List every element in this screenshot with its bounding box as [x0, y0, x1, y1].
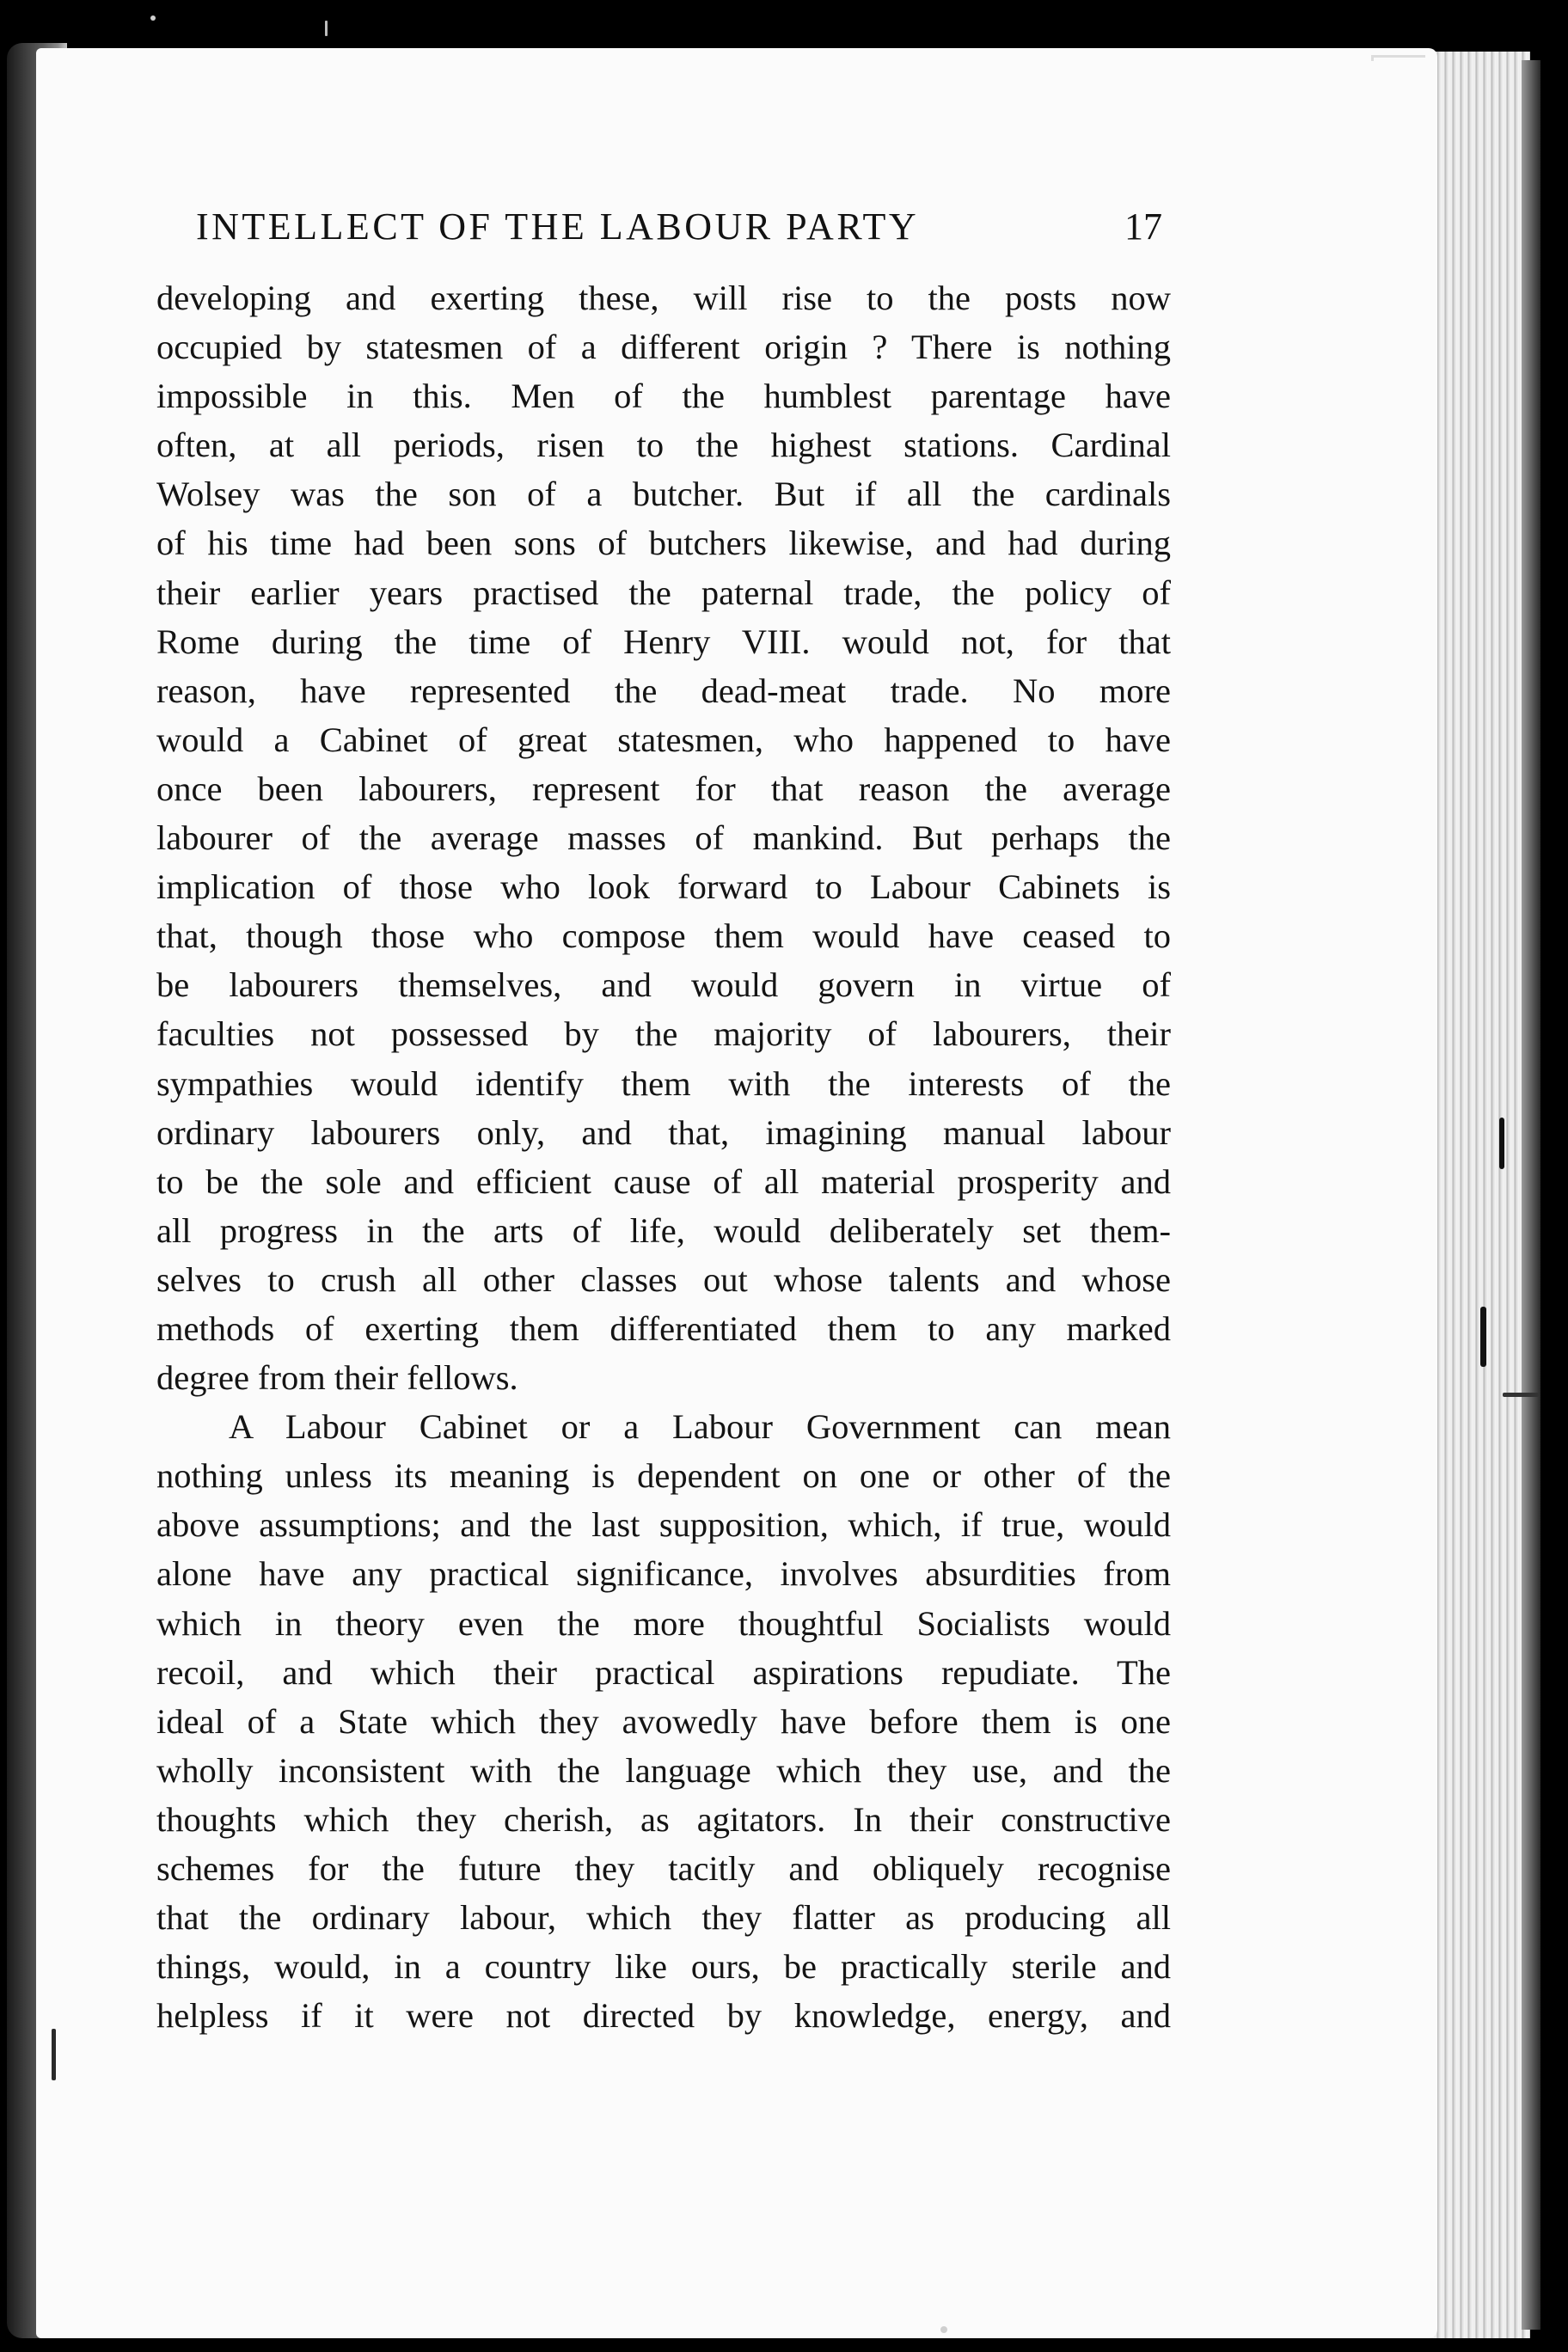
text-line: wholly inconsistent with the language which they use, and the [156, 1750, 1171, 1790]
text-line: alone have any practical significance, involves absurdities from [156, 1554, 1171, 1594]
scan-corner-mark [1371, 55, 1425, 61]
text-line: helpless if it were not directed by knowledge, energy, and [156, 1996, 1171, 2036]
text-line: faculties not possessed by the majority of labourers, their [156, 1014, 1171, 1054]
text-line: impossible in this. Men of the humblest parentage have [156, 377, 1171, 416]
running-head: INTELLECT OF THE LABOUR PARTY [196, 205, 920, 248]
text-line: which in theory even the more thoughtful Socialists would [156, 1603, 1171, 1643]
text-line: of his time had been sons of butchers likewise, and had during [156, 524, 1171, 563]
text-line: once been labourers, represent for that reason the average [156, 769, 1171, 808]
text-line: above assumptions; and the last supposition, which, if true, would [156, 1505, 1171, 1545]
text-line: would a Cabinet of great statesmen, who happened to have [156, 720, 1171, 759]
text-line: schemes for the future they tacitly and obliquely recognise [156, 1849, 1171, 1888]
text-line: thoughts which they cherish, as agitators. In their constructive [156, 1799, 1171, 1839]
page-stack-shadow [1522, 60, 1540, 2330]
page-number: 17 [1124, 205, 1162, 248]
text-line: that the ordinary labour, which they flatter as producing all [156, 1898, 1171, 1938]
scan-artifact [52, 2029, 56, 2080]
text-line: Rome during the time of Henry VIII. would not, for that [156, 622, 1171, 661]
body-text [156, 273, 1171, 2040]
scan-artifact [1480, 1307, 1486, 1367]
text-line: methods of exerting them differentiated them to any marked [156, 1308, 1171, 1348]
text-line: Wolsey was the son of a butcher. But if all the cardinals [156, 475, 1171, 514]
text-line: sympathies would identify them with the interests of the [156, 1063, 1171, 1103]
text-line: all progress in the arts of life, would deliberately set them- [156, 1210, 1171, 1250]
text-line: recoil, and which their practical aspirations repudiate. The [156, 1652, 1171, 1692]
text-line: developing and exerting these, will rise to the posts now [156, 279, 1171, 317]
page-header [196, 205, 1162, 256]
paragraph-end-line: degree from their fellows. [156, 1358, 518, 1398]
text-line: selves to crush all other classes out whose talents and whose [156, 1259, 1171, 1299]
text-line: to be the sole and efficient cause of all material prosperity and [156, 1161, 1171, 1201]
text-line: ordinary labourers only, and that, imagining manual labour [156, 1112, 1171, 1152]
paragraph-first-line: A Labour Cabinet or a Labour Government can mean [229, 1407, 1171, 1447]
scan-artifact [1499, 1118, 1504, 1169]
text-line: occupied by statesmen of a different origin ? There is nothing [156, 328, 1171, 367]
text-line: that, though those who compose them would have ceased to [156, 916, 1171, 956]
text-line: their earlier years practised the paternal trade, the policy of [156, 573, 1171, 612]
text-line: things, would, in a country like ours, be practically sterile and [156, 1947, 1171, 1987]
text-line: labourer of the average masses of mankind. But perhaps the [156, 818, 1171, 858]
text-line: implication of those who look forward to Labour Cabinets is [156, 867, 1171, 907]
text-line: ideal of a State which they avowedly have before them is one [156, 1701, 1171, 1741]
scan-artifact [325, 21, 328, 36]
scan-artifact [150, 15, 156, 21]
text-line: be labourers themselves, and would govern in virtue of [156, 965, 1171, 1005]
scan-artifact [940, 2326, 947, 2333]
text-line: nothing unless its meaning is dependent on one or other of the [156, 1456, 1171, 1496]
scan-artifact [1503, 1393, 1539, 1397]
text-line: reason, have represented the dead-meat trade. No more [156, 671, 1171, 710]
text-line: often, at all periods, risen to the highest stations. Cardinal [156, 426, 1171, 465]
